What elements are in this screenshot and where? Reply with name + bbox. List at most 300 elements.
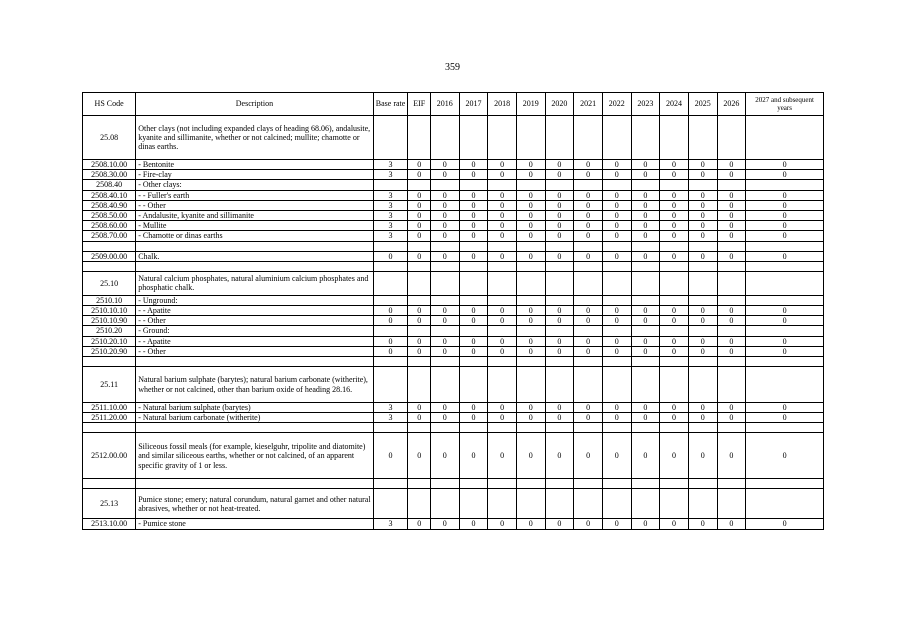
empty-cell [660,479,689,489]
rate-cell [430,367,459,403]
rate-cell [746,295,824,305]
empty-cell [602,423,631,433]
rate-cell [408,116,431,160]
empty-cell [408,357,431,367]
rate-cell: 0 [688,231,717,241]
rate-cell: 0 [660,306,689,316]
table-row [83,190,824,200]
description-cell: Natural calcium phosphates, natural aluminium calcium phosphates and phosphatic chalk. [136,271,373,295]
rate-cell: 0 [688,211,717,221]
rate-cell: 0 [660,403,689,413]
empty-cell [631,479,660,489]
empty-cell [459,241,488,251]
rate-cell: 0 [631,190,660,200]
rate-cell: 0 [574,413,603,423]
rate-cell [373,326,408,336]
empty-cell [688,357,717,367]
rate-cell [717,271,746,295]
rate-cell: 0 [459,231,488,241]
rate-cell: 0 [717,251,746,261]
rate-cell: 0 [373,346,408,356]
rate-cell [459,180,488,190]
rate-cell: 0 [408,346,431,356]
rate-cell: 0 [408,251,431,261]
rate-cell: 0 [488,316,517,326]
description-cell: - Chamotte or dinas earths [136,231,373,241]
rate-cell [602,489,631,519]
empty-cell [136,241,373,251]
rate-cell [574,116,603,160]
rate-cell: 0 [602,413,631,423]
rate-cell: 0 [717,221,746,231]
rate-cell: 0 [746,231,824,241]
rate-cell: 0 [574,170,603,180]
column-header: 2025 [688,93,717,116]
table-row [83,200,824,210]
rate-cell: 0 [574,306,603,316]
rate-cell [516,326,545,336]
heading-row [83,367,824,403]
rate-cell: 0 [574,519,603,529]
rate-cell [545,367,574,403]
rate-cell: 0 [545,211,574,221]
rate-cell: 0 [631,160,660,170]
rate-cell: 3 [373,211,408,221]
rate-cell [430,295,459,305]
rate-cell: 0 [631,346,660,356]
hs-code-cell: 25.08 [83,116,136,160]
rate-cell: 0 [574,231,603,241]
rate-cell: 0 [631,211,660,221]
rate-cell: 0 [688,251,717,261]
empty-cell [373,261,408,271]
rate-cell: 0 [746,346,824,356]
description-cell: - - Fuller's earth [136,190,373,200]
rate-cell: 0 [459,433,488,479]
rate-cell: 0 [746,413,824,423]
empty-cell [574,479,603,489]
rate-cell: 0 [688,160,717,170]
rate-cell: 3 [373,221,408,231]
rate-cell [688,116,717,160]
hs-code-cell: 2510.20.90 [83,346,136,356]
empty-cell [688,423,717,433]
table-row [83,231,824,241]
empty-cell [574,261,603,271]
rate-cell [602,367,631,403]
rate-cell: 0 [516,316,545,326]
rate-cell: 0 [430,413,459,423]
empty-cell [408,479,431,489]
rate-cell: 0 [717,306,746,316]
empty-cell [660,357,689,367]
empty-cell [516,479,545,489]
rate-cell [660,295,689,305]
spacer-row [83,357,824,367]
rate-cell: 0 [717,316,746,326]
rate-cell: 0 [660,346,689,356]
rate-cell: 0 [717,403,746,413]
rate-cell: 0 [574,190,603,200]
table-row [83,336,824,346]
description-cell: - - Apatite [136,336,373,346]
table-row [83,403,824,413]
rate-cell: 0 [459,316,488,326]
rate-cell: 0 [488,190,517,200]
rate-cell: 0 [660,170,689,180]
rate-cell: 0 [488,433,517,479]
rate-cell: 3 [373,403,408,413]
rate-cell: 0 [516,403,545,413]
rate-cell: 0 [459,403,488,413]
rate-cell [717,180,746,190]
rate-cell: 0 [488,336,517,346]
rate-cell [574,180,603,190]
rate-cell [688,271,717,295]
rate-cell: 0 [545,231,574,241]
rate-cell [488,180,517,190]
rate-cell [631,180,660,190]
hs-code-cell: 2511.10.00 [83,403,136,413]
spacer-row [83,241,824,251]
rate-cell: 0 [602,160,631,170]
rate-cell: 0 [688,306,717,316]
rate-cell: 0 [660,433,689,479]
rate-cell: 0 [631,519,660,529]
rate-cell: 0 [602,433,631,479]
rate-cell: 0 [746,403,824,413]
empty-cell [545,423,574,433]
rate-cell: 0 [459,251,488,261]
rate-cell [488,295,517,305]
empty-cell [717,261,746,271]
rate-cell [459,367,488,403]
rate-cell [545,116,574,160]
rate-cell: 0 [430,221,459,231]
rate-cell: 0 [430,346,459,356]
rate-cell: 0 [717,211,746,221]
rate-cell: 0 [408,433,431,479]
rate-cell: 0 [688,200,717,210]
spacer-row [83,423,824,433]
empty-cell [602,241,631,251]
rate-cell [459,489,488,519]
rate-cell [459,295,488,305]
rate-cell: 0 [459,211,488,221]
heading-row [83,489,824,519]
rate-cell: 0 [602,316,631,326]
rate-cell [545,326,574,336]
rate-cell: 0 [602,306,631,316]
empty-cell [83,423,136,433]
empty-cell [717,479,746,489]
rate-cell: 0 [574,200,603,210]
rate-cell [516,367,545,403]
rate-cell: 0 [430,306,459,316]
rate-cell: 0 [545,336,574,346]
rate-cell: 0 [516,200,545,210]
rate-cell [746,116,824,160]
rate-cell [430,180,459,190]
rate-cell [660,367,689,403]
rate-cell [430,271,459,295]
rate-cell: 0 [430,251,459,261]
rate-cell: 0 [746,251,824,261]
hs-code-cell: 2510.10.90 [83,316,136,326]
rate-cell: 0 [373,306,408,316]
rate-cell [631,326,660,336]
empty-cell [408,261,431,271]
empty-cell [373,479,408,489]
rate-cell [602,326,631,336]
rate-cell: 3 [373,200,408,210]
rate-cell: 0 [430,231,459,241]
column-header: 2019 [516,93,545,116]
rate-cell: 0 [545,190,574,200]
rate-cell: 0 [602,231,631,241]
rate-cell: 0 [488,251,517,261]
rate-cell: 0 [545,251,574,261]
column-header: EIF [408,93,431,116]
empty-cell [430,241,459,251]
empty-cell [545,261,574,271]
rate-cell: 0 [516,346,545,356]
rate-cell: 0 [660,221,689,231]
rate-cell: 0 [545,346,574,356]
rate-cell: 0 [430,190,459,200]
empty-cell [516,357,545,367]
rate-cell: 0 [660,211,689,221]
rate-cell [408,295,431,305]
rate-cell: 0 [373,433,408,479]
table-row [83,180,824,190]
rate-cell [488,367,517,403]
rate-cell: 0 [516,251,545,261]
description-cell: - Natural barium sulphate (barytes) [136,403,373,413]
hs-code-cell: 2510.20 [83,326,136,336]
empty-cell [688,479,717,489]
rate-cell [373,180,408,190]
rate-cell: 0 [717,433,746,479]
rate-cell: 0 [488,200,517,210]
column-header: HS Code [83,93,136,116]
column-header: 2020 [545,93,574,116]
rate-cell: 0 [516,211,545,221]
hs-code-cell: 2513.10.00 [83,519,136,529]
empty-cell [631,423,660,433]
rate-cell [516,116,545,160]
empty-cell [717,357,746,367]
empty-cell [430,479,459,489]
rate-cell: 0 [660,200,689,210]
table-row [83,519,824,529]
rate-cell [574,271,603,295]
rate-cell: 0 [373,336,408,346]
column-header: 2023 [631,93,660,116]
rate-cell: 0 [746,316,824,326]
hs-code-cell: 2508.60.00 [83,221,136,231]
rate-cell: 0 [717,336,746,346]
description-cell: - Bentonite [136,160,373,170]
rate-cell: 0 [602,211,631,221]
empty-cell [488,261,517,271]
table-row [83,413,824,423]
rate-cell: 0 [516,413,545,423]
rate-cell [516,295,545,305]
hs-code-cell: 2510.10.10 [83,306,136,316]
empty-cell [136,479,373,489]
rate-cell: 0 [459,413,488,423]
rate-cell: 0 [660,231,689,241]
rate-cell: 0 [488,519,517,529]
description-cell: - Pumice stone [136,519,373,529]
rate-cell [408,367,431,403]
empty-cell [746,241,824,251]
rate-cell [660,180,689,190]
rate-cell [545,489,574,519]
empty-cell [459,261,488,271]
spacer-row [83,479,824,489]
rate-cell [631,116,660,160]
rate-cell [574,326,603,336]
page-number: 359 [445,62,460,73]
rate-cell: 0 [408,170,431,180]
rate-cell [574,367,603,403]
empty-cell [430,423,459,433]
rate-cell: 0 [660,160,689,170]
rate-cell [746,180,824,190]
rate-cell [688,295,717,305]
rate-cell: 0 [602,336,631,346]
rate-cell [408,489,431,519]
empty-cell [660,423,689,433]
rate-cell [746,271,824,295]
rate-cell: 0 [631,251,660,261]
empty-cell [430,261,459,271]
rate-cell: 0 [574,346,603,356]
rate-cell: 0 [488,306,517,316]
description-cell: - - Apatite [136,306,373,316]
table-row [83,433,824,479]
rate-cell: 0 [545,160,574,170]
rate-cell [602,116,631,160]
rate-cell [631,367,660,403]
empty-cell [488,241,517,251]
rate-cell: 0 [602,251,631,261]
empty-cell [746,261,824,271]
rate-cell: 0 [488,211,517,221]
empty-cell [136,423,373,433]
rate-cell: 0 [430,519,459,529]
rate-cell: 0 [516,306,545,316]
rate-cell [746,367,824,403]
rate-cell [660,271,689,295]
empty-cell [602,357,631,367]
rate-cell: 0 [408,221,431,231]
rate-cell [717,295,746,305]
rate-cell: 0 [516,433,545,479]
rate-cell: 0 [631,433,660,479]
rate-cell: 3 [373,231,408,241]
description-cell: Natural barium sulphate (barytes); natural barium carbonate (witherite), whether or not calcined, other than barium oxide of heading 28.16. [136,367,373,403]
spacer-row [83,261,824,271]
rate-cell: 3 [373,190,408,200]
rate-cell [430,489,459,519]
rate-cell: 3 [373,413,408,423]
rate-cell [545,295,574,305]
column-header: 2018 [488,93,517,116]
rate-cell: 0 [516,519,545,529]
rate-cell: 0 [717,346,746,356]
rate-cell [516,180,545,190]
empty-cell [545,241,574,251]
rate-cell: 0 [602,200,631,210]
rate-cell [717,326,746,336]
table-row [83,160,824,170]
empty-cell [545,479,574,489]
empty-cell [631,241,660,251]
hs-code-cell: 2508.40.90 [83,200,136,210]
rate-cell: 0 [688,336,717,346]
description-cell: - Mullite [136,221,373,231]
column-header: 2016 [430,93,459,116]
rate-cell [373,271,408,295]
column-header: 2024 [660,93,689,116]
rate-cell [688,367,717,403]
rate-cell: 3 [373,160,408,170]
rate-cell: 0 [408,231,431,241]
description-cell: - Natural barium carbonate (witherite) [136,413,373,423]
rate-cell: 0 [574,403,603,413]
empty-cell [602,479,631,489]
rate-cell [717,489,746,519]
empty-cell [631,357,660,367]
rate-cell: 0 [746,190,824,200]
rate-cell: 0 [688,170,717,180]
table-row [83,306,824,316]
rate-cell: 0 [408,160,431,170]
rate-cell [746,326,824,336]
empty-cell [602,261,631,271]
rate-cell: 0 [717,519,746,529]
empty-cell [373,357,408,367]
rate-cell: 0 [408,413,431,423]
rate-cell: 0 [408,306,431,316]
column-header: 2017 [459,93,488,116]
rate-cell [746,489,824,519]
rate-cell: 0 [545,306,574,316]
rate-cell: 0 [574,433,603,479]
empty-cell [459,357,488,367]
rate-cell: 0 [488,160,517,170]
description-cell: - Andalusite, kyanite and sillimanite [136,211,373,221]
rate-cell: 0 [717,413,746,423]
rate-cell [430,116,459,160]
rate-cell [373,116,408,160]
rate-cell: 0 [746,200,824,210]
rate-cell: 0 [516,231,545,241]
rate-cell: 0 [459,346,488,356]
rate-cell [373,489,408,519]
heading-row [83,116,824,160]
rate-cell [516,489,545,519]
rate-cell [660,489,689,519]
rate-cell: 0 [574,251,603,261]
rate-cell: 0 [430,200,459,210]
rate-cell: 0 [688,221,717,231]
rate-cell: 0 [408,403,431,413]
rate-cell [717,367,746,403]
